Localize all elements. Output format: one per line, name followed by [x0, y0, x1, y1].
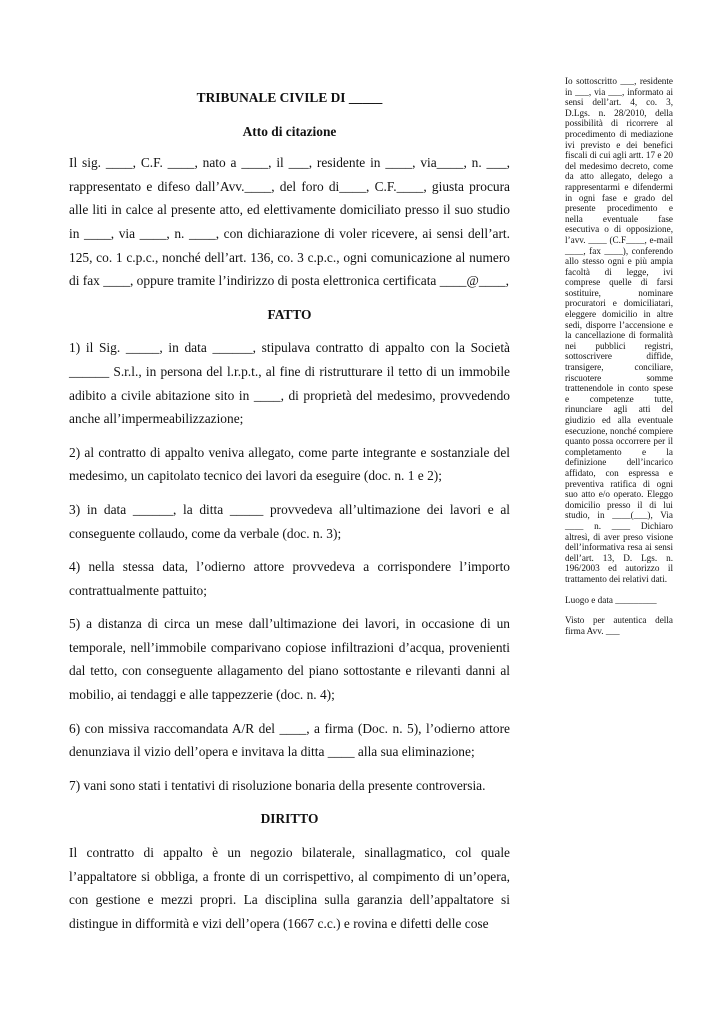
place-date: Luogo e data _________: [565, 594, 657, 605]
fatto-item: 6) con missiva raccomandata A/R del ____, a firma (Doc. n. 5), l’odierno attore denunziava il vizio dell’opera e invitava la ditta ____ alla sua eliminazione;: [69, 720, 510, 760]
fatto-item: 1) il Sig. _____, in data ______, stipulava contratto di appalto con la Società ______ S.r.l., in persona del l.r.p.t., al fine di ristrutturare il tetto di un immobile adibito a civile abitazione sito in ____, di proprietà del medesimo, provvedendo anche all’impermeabilizzazione;: [69, 340, 510, 427]
document-subtitle: Atto di citazione: [242, 123, 337, 139]
signature-authentication: Visto per autentica della firma Avv. ___: [565, 615, 673, 636]
fatto-item: 2) al contratto di appalto veniva allegato, come parte integrante e sostanziale del medesimo, un capitolato tecnico dei lavori da eseguire (doc. n. 1 e 2);: [69, 444, 510, 484]
mandate-sidebar: [565, 76, 673, 636]
fatto-item: 7) vani sono stati i tentativi di risoluzione bonaria della presente controversia.: [69, 777, 486, 793]
diritto-paragraph: Il contratto di appalto è un negozio bilaterale, sinallagmatico, col quale l’appaltatore si obbliga, a fronte di un corrispettivo, al compimento di un’opera, con gestione e mezzi propri. La disciplina sulla garanzia dell’appaltatore si distingue in difformità e vizi dell’opera (1667 c.c.) e rovina e difetti delle cose: [69, 845, 510, 931]
fatto-item: 5) a distanza di circa un mese dall’ultimazione dei lavori, in occasione di un temporale, nell’immobile comparivano copiose infiltrazioni d’acqua, provenienti dal tetto, con conseguente allagamento del piano sottostante e rilevanti danni al mobilio, ai tendaggi e alle tappezzerie (doc. n. 4);: [69, 616, 510, 703]
main-column: [69, 86, 510, 945]
mandate-text: Io sottoscritto ___, residente in ___, via ___, informato ai sensi dell’art. 4, co. 3, D.Lgs. n. 28/2010, della possibilità di ricorrere al procedimento di mediazione ivi previsto e dei benefici fiscali di cui agli artt. 17 e 20 del medesimo decreto, come da atto allegato, delego a rappresentarmi e difendermi in ogni fase e grado del presente procedimento e nella eventuale fase esecutiva o di opposizione, l’avv. ____ (C.F____, e-mail ____, fax ____), conferendo allo stesso ogni e più ampia facoltà di legge, ivi comprese quelle di farsi sostituire, nominare procuratori e domiciliatari, eleggere domicilio in altre sedi, disporre l’accensione e la cancellazione di formalità nei pubblici registri, sottoscrivere diffide, transigere, conciliare, riscuotere somme trattenendole in conto spese e competenze tutte, rinunciare agli atti del giudizio ed alla eventuale esecuzione, nonché compiere quanto possa occorrere per il completamento e la definizione dell’incarico affidato, con espressa e preventiva ratifica di ogni suo atto e/o operato. Eleggo domicilio presso il di lui studio, in ____(___), Via ____ n. ____ Dichiaro altresì, di aver preso visione dell’informativa resa ai sensi dell’art. 13, D. Lgs. n. 196/2003 ed autorizzo il trattamento dei relativi dati.: [565, 76, 673, 584]
intro-paragraph: Il sig. ____, C.F. ____, nato a ____, il ___, residente in ____, via____, n. ___, rappresentato e difeso dall’Avv.____, del foro di____, C.F.____, giusta procura alle liti in calce al presente atto, ed elettivamente domiciliato presso il suo studio in ____, via ____, n. ____, con dichiarazione di voler ricevere, ai sensi dell’art. 125, co. 1 c.p.c., nonché dell’art. 136, co. 3 c.p.c., ogni comunicazione al numero di fax ____, oppure tramite l’indirizzo di posta elettronica certificata ____@____,: [69, 155, 510, 289]
diritto-heading: DIRITTO: [260, 811, 319, 827]
court-title: TRIBUNALE CIVILE DI _____: [196, 90, 383, 105]
fatto-item: 4) nella stessa data, l’odierno attore provvedeva a corrispondere l’importo contrattualmente pattuito;: [69, 559, 510, 598]
fatto-heading: FATTO: [267, 306, 312, 322]
fatto-item: 3) in data ______, la ditta _____ provvedeva all’ultimazione dei lavori e al conseguente collaudo, come da verbale (doc. n. 3);: [69, 501, 510, 541]
